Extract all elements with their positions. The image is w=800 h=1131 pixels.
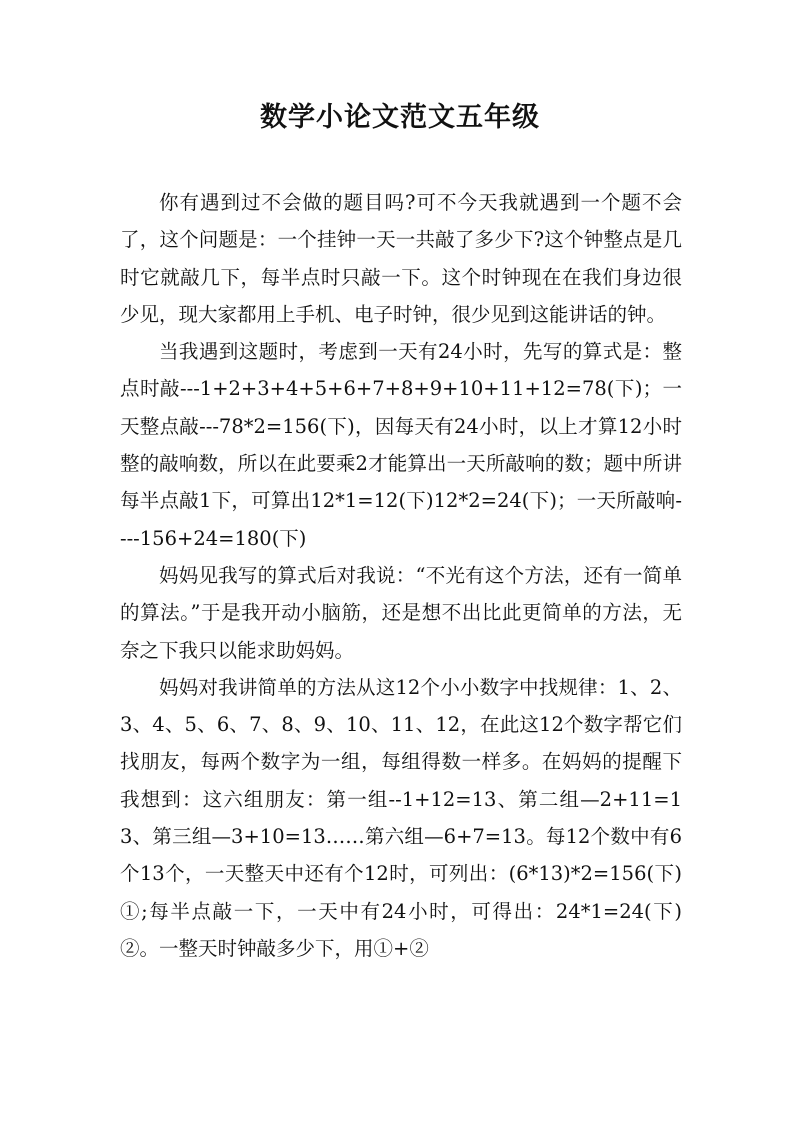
document-title: 数学小论文范文五年级 xyxy=(260,102,540,133)
paragraph-3: 妈妈见我写的算式后对我说：“不光有这个方法，还有一简单的算法。”于是我开动小脑筋，还是想不出比此更简单的方法，无奈之下我只以能求助妈妈。 xyxy=(120,563,682,662)
document-body xyxy=(120,184,682,967)
paragraph-2: 当我遇到这题时，考虑到一天有24小时，先写的算式是：整点时敲---1+2+3+4+5+6+7+8+9+10+11+12=78(下)；一天整点敲---78*2=156(下)，因每天有24小时，以上才算12小时整的敲响数，所以在此要乘2才能算出一天所敲响的数；题中所讲每半点敲1下，可算出12*1=12(下)12*2=24(下)；一天所敲响----156+24=180(下) xyxy=(120,340,682,550)
paragraph-1: 你有遇到过不会做的题目吗?可不今天我就遇到一个题不会了，这个问题是：一个挂钟一天一共敲了多少下?这个钟整点是几时它就敲几下，每半点时只敲一下。这个时钟现在在我们身边很少见，现大家都用上手机、电子时钟，很少见到这能讲话的钟。 xyxy=(120,191,682,326)
paragraph-4: 妈妈对我讲简单的方法从这12个小小数字中找规律：1、2、3、4、5、6、7、8、9、10、11、12，在此这12个数字帮它们找朋友，每两个数字为一组，每组得数一样多。在妈妈的提醒下我想到：这六组朋友：第一组--1+12=13、第二组—2+11=13、第三组—3+10=13……第六组—6+7=13。每12个数中有6个13个，一天整天中还有个12时，可列出：(6*13)*2=156(下)①;每半点敲一下，一天中有24小时，可得出：24*1=24(下)②。一整天时钟敲多少下，用①+② xyxy=(120,675,682,960)
